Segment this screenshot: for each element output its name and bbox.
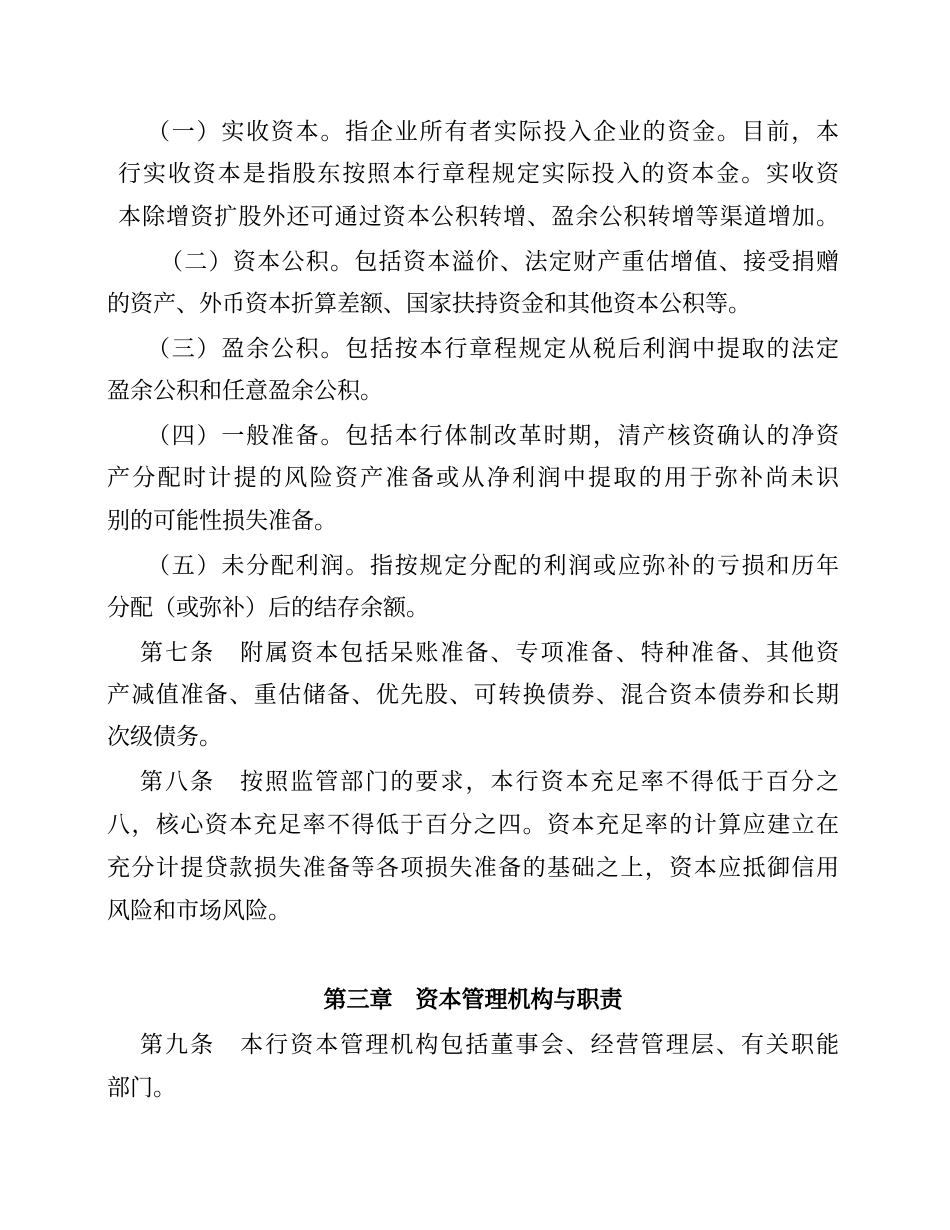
text-line: 盈余公积和任意盈余公积。 bbox=[107, 378, 383, 404]
text-line: 八，核心资本充足率不得低于百分之四。资本充足率的计算应建立在 bbox=[107, 812, 839, 838]
text-line: （二）资本公积。包括资本溢价、法定财产重估增值、接受捐赠 bbox=[160, 249, 839, 275]
text-line: 第八条 按照监管部门的要求，本行资本充足率不得低于百分之 bbox=[140, 769, 839, 795]
text-line: 别的可能性损失准备。 bbox=[107, 508, 337, 534]
text-line: 本除增资扩股外还可通过资本公积转增、盈余公积转增等渠道增加。 bbox=[118, 204, 839, 230]
text-line: （三）盈余公积。包括按本行章程规定从税后利润中提取的法定 bbox=[147, 336, 839, 362]
text-line: 的资产、外币资本折算差额、国家扶持资金和其他资本公积等。 bbox=[107, 291, 751, 317]
text-line: 产减值准备、重估储备、优先股、可转换债券、混合资本债券和长期 bbox=[107, 682, 839, 708]
text-line: 风险和市场风险。 bbox=[107, 898, 291, 924]
text-line: 第九条 本行资本管理机构包括董事会、经营管理层、有关职能 bbox=[140, 1032, 839, 1058]
chapter-heading: 第三章 资本管理机构与职责 bbox=[323, 987, 623, 1013]
text-line: 充分计提贷款损失准备等各项损失准备的基础之上，资本应抵御信用 bbox=[107, 855, 839, 881]
text-line: 行实收资本是指股东按照本行章程规定实际投入的资本金。实收资 bbox=[118, 161, 839, 187]
text-line: 次级债务。 bbox=[107, 724, 222, 750]
text-line: （一）实收资本。指企业所有者实际投入企业的资金。目前，本 bbox=[147, 119, 839, 145]
text-line: 第七条 附属资本包括呆账准备、专项准备、特种准备、其他资 bbox=[140, 640, 839, 666]
text-line: （五）未分配利润。指按规定分配的利润或应弥补的亏损和历年 bbox=[147, 553, 839, 579]
text-line: 部门。 bbox=[107, 1075, 176, 1101]
text-line: （四）一般准备。包括本行体制改革时期，清产核资确认的净资 bbox=[147, 423, 839, 449]
text-line: 产分配时计提的风险资产准备或从净利润中提取的用于弥补尚未识 bbox=[107, 465, 839, 491]
text-line: 分配（或弥补）后的结存余额。 bbox=[107, 595, 429, 621]
